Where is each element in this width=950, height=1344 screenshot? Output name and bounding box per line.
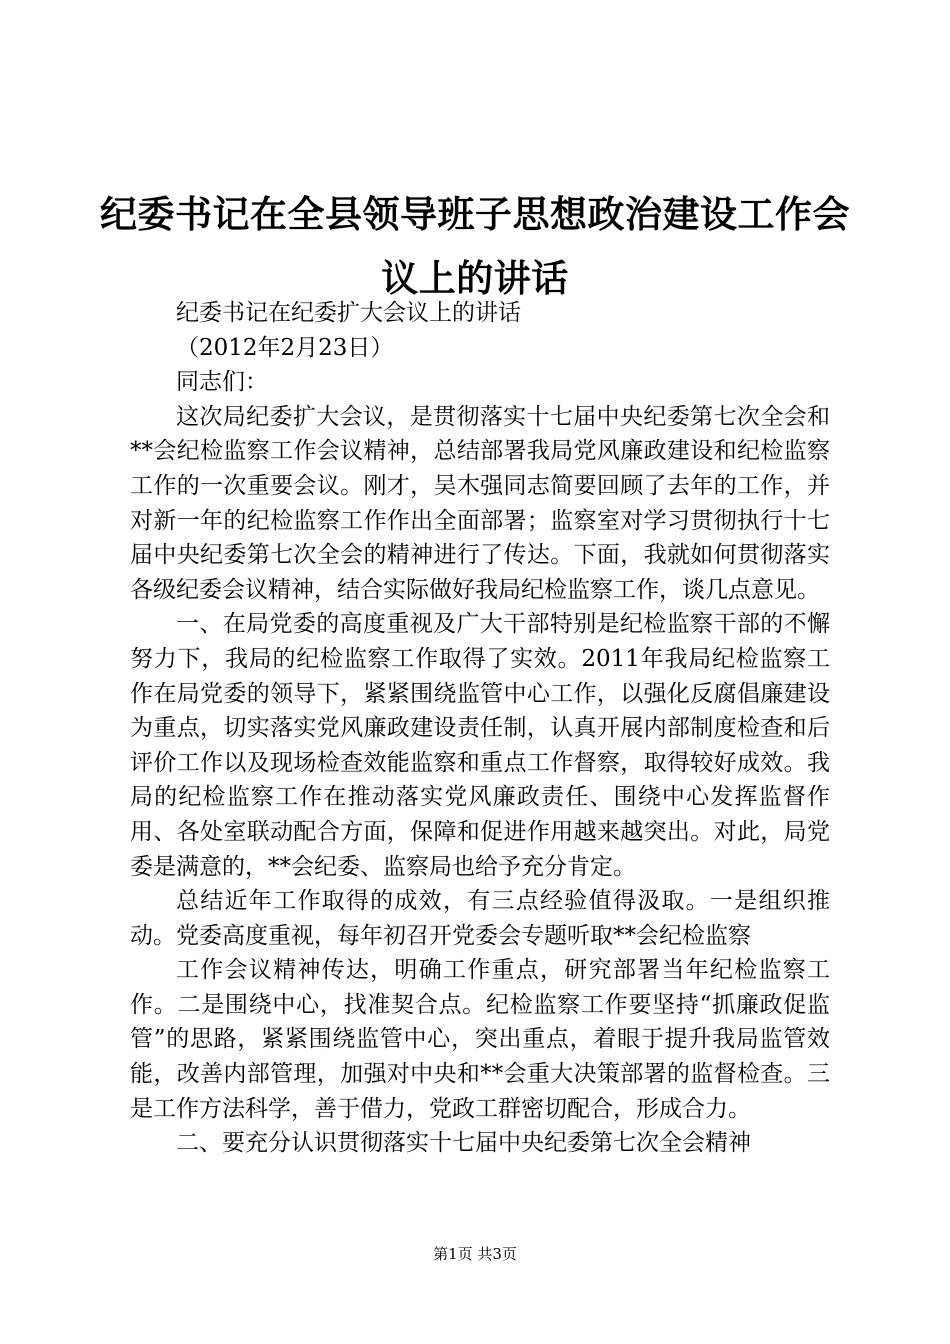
page-footer: 第1页 共3页	[433, 1245, 517, 1263]
document-title	[100, 182, 850, 310]
title-line-2: 议上的讲话	[381, 256, 569, 300]
speech-date: （2012年2月23日）	[176, 334, 394, 361]
body-paragraph: 二、要充分认识贯彻落实十七届中央纪委第七次全会精神	[176, 1130, 751, 1157]
body-paragraph: 一、在局党委的高度重视及广大干部特别是纪检监察干部的不懈努力下，我局的纪检监察工作取得了实效。2011年我局纪检监察工作在局党委的领导下，紧紧围绕监管中心工作，以强化反腐倡廉建设为重点，切实落实党风廉政建设责任制，认真开展内部制度检查和后评价工作以及现场检查效能监察和重点工作督察，取得较好成效。我局的纪检监察工作在推动落实党风廉政责任、围绕中心发挥监督作用、各处室联动配合方面，保障和促进作用越来越突出。对此，局党委是满意的，**会纪委、监察局也给予充分肯定。	[130, 611, 830, 880]
salutation: 同志们：	[176, 369, 268, 396]
document-body	[130, 296, 830, 1161]
body-paragraph: 总结近年工作取得的成效，有三点经验值得汲取。一是组织推动。党委高度重视，每年初召开党委会专题听取**会纪检监察	[130, 888, 830, 949]
body-paragraph: 工作会议精神传达，明确工作重点，研究部署当年纪检监察工作。二是围绕中心，找准契合点。纪检监察工作要坚持“抓廉政促监管”的思路，紧紧围绕监管中心，突出重点，着眼于提升我局监管效能，改善内部管理，加强对中央和**会重大决策部署的监督检查。三是工作方法科学，善于借力，党政工群密切配合，形成合力。	[130, 957, 830, 1122]
title-line-1: 纪委书记在全县领导班子思想政治建设工作会	[100, 192, 850, 236]
speech-subtitle: 纪委书记在纪委扩大会议上的讲话	[176, 300, 521, 326]
body-paragraph: 这次局纪委扩大会议，是贯彻落实十七届中央纪委第七次全会和**会纪检监察工作会议精神，总结部署我局党风廉政建设和纪检监察工作的一次重要会议。刚才，吴木强同志简要回顾了去年的工作，并对新一年的纪检监察工作作出全面部署；监察室对学习贯彻执行十七届中央纪委第七次全会的精神进行了传达。下面，我就如何贯彻落实各级纪委会议精神，结合实际做好我局纪检监察工作，谈几点意见。	[130, 403, 830, 603]
